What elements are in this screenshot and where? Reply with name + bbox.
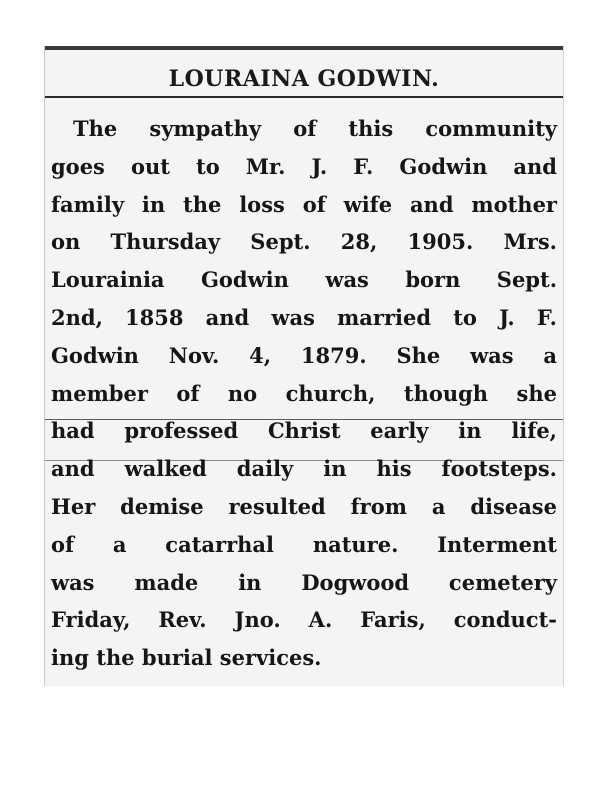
body-line: Lourainia Godwin was born Sept. — [51, 267, 557, 293]
body-line: on Thursday Sept. 28, 1905. Mrs. — [51, 229, 557, 255]
top-rule — [45, 46, 563, 50]
body-line: was made in Dogwood cemetery — [51, 569, 557, 595]
body-line: of a catarrhal nature. Interment — [51, 531, 557, 557]
body-line: ing the burial services. — [51, 645, 322, 671]
body-line: Godwin Nov. 4, 1879. She was a — [51, 342, 557, 368]
body-line: member of no church, though she — [51, 380, 557, 406]
body-line: family in the loss of wife and mother — [51, 191, 557, 217]
headline-rule — [45, 96, 563, 98]
body-line: The sympathy of this community — [73, 116, 557, 141]
body-line: Her demise resulted from a disease — [51, 493, 557, 519]
body-line: had professed Christ early in life, — [51, 418, 557, 444]
body-line: 2nd, 1858 and was married to J. F. — [51, 304, 557, 330]
body-line: and walked daily in his footsteps. — [51, 456, 557, 482]
body-line: Friday, Rev. Jno. A. Faris, conduct- — [51, 607, 557, 633]
obituary-body — [51, 110, 557, 677]
newspaper-clipping — [44, 46, 564, 686]
body-line: goes out to Mr. J. F. Godwin and — [51, 153, 557, 179]
obituary-headline: LOURAINA GODWIN. — [168, 66, 440, 92]
